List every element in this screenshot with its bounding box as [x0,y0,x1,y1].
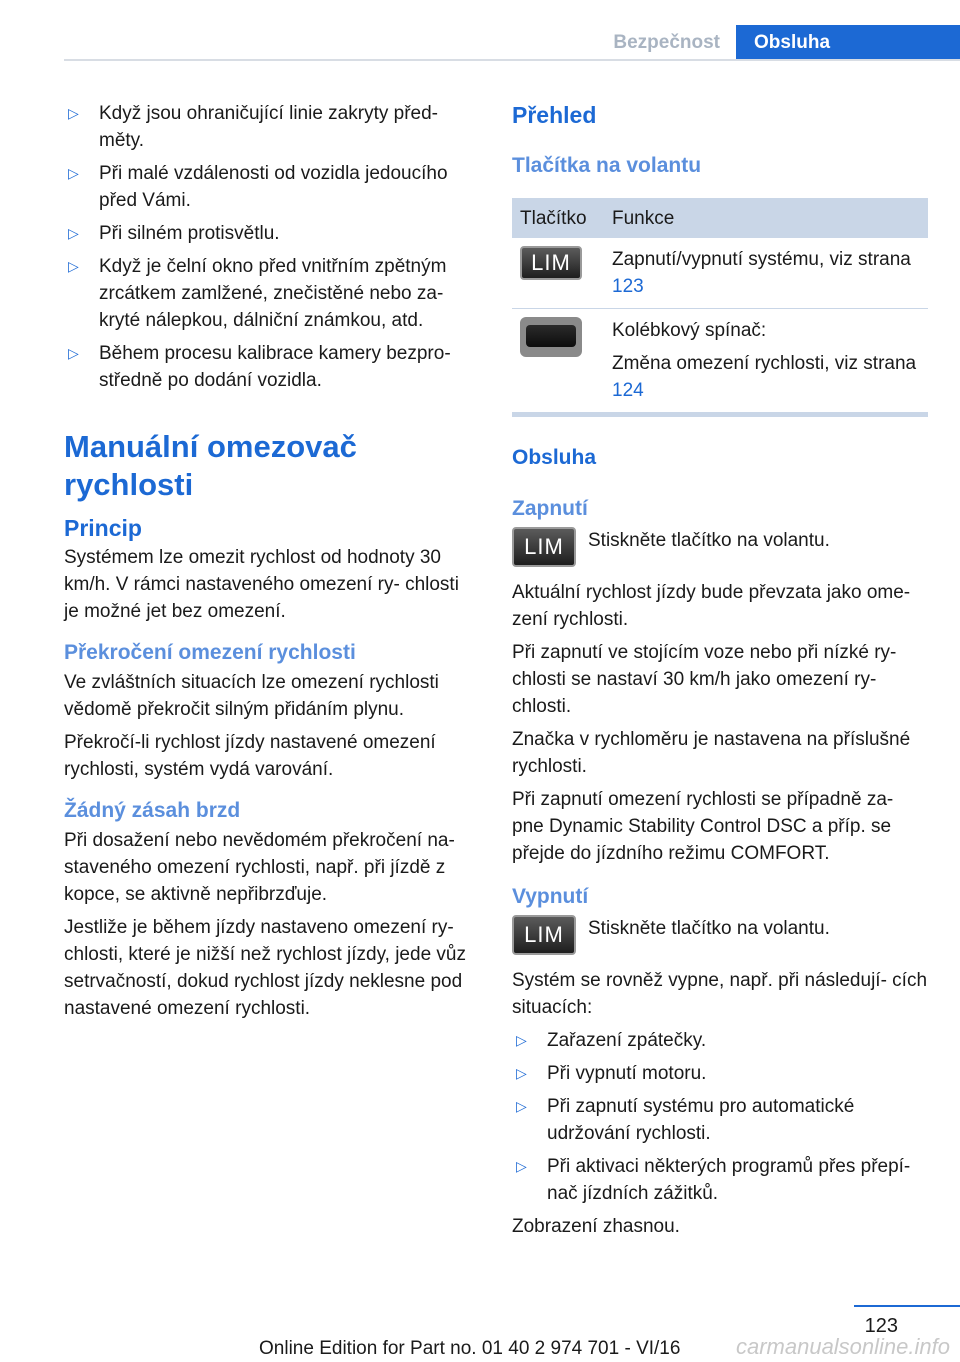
lim-button-icon: LIM [512,915,576,955]
exceed-paragraph-2: Překročí-li rychlost jízdy nastavené omezení rychlosti, systém vydá varování. [64,732,436,780]
no-brake-paragraph-2: Jestliže je během jízdy nastaveno omezení ry‐ chlosti, které je nižší než rychlost jízdy, jede vůz setrvačností, dokud rychlost jízdy neklesne pod nastavené omezení rychlosti. [64,917,466,1019]
switch-on-heading: Zapnutí [512,497,588,520]
list-item [64,160,478,214]
bullet-triangle-icon: ▷ [516,1065,527,1081]
bullet-triangle-icon: ▷ [68,105,79,121]
list-item-text: Při malé vzdálenosti od vozidla jedoucího před Vámi. [99,163,448,211]
table-end-rule [512,413,928,417]
list-item [512,1027,928,1054]
bullet-triangle-icon: ▷ [68,165,79,181]
tab-obsluha-label: Obsluha [754,32,831,53]
switch-off-instruction-row [512,915,928,955]
bullet-triangle-icon: ▷ [516,1032,527,1048]
table-cell-function [604,238,928,309]
switch-off-paragraph-2: Zobrazení zhasnou. [512,1216,680,1237]
page-header [64,25,960,61]
table-row [512,238,928,309]
bullet-triangle-icon: ▷ [68,258,79,274]
switch-on-instruction-row [512,527,928,567]
row2-text-2: Změna omezení rychlosti, viz strana [612,353,917,374]
switch-off-instruction: Stiskněte tlačítko na volantu. [588,918,830,939]
table-row [512,309,928,413]
no-brake-paragraph-1: Při dosažení nebo nevědomém překročení na‐ staveného omezení rychlosti, např. při jízdě z kopce, se aktivně nepřibrzďuje. [64,830,455,905]
list-item-text: Při aktivaci některých programů přes přepí‐ nač jízdních zážitků. [547,1156,911,1204]
overview-heading: Přehled [512,102,597,128]
no-brake-heading: Žádný zásah brzd [64,799,241,822]
footer-rule [854,1305,960,1307]
list-item-text: Když jsou ohraničující linie zakryty před‐ měty. [99,103,438,151]
switch-off-heading: Vypnutí [512,885,589,908]
row1-text: Zapnutí/vypnutí systému, viz strana [612,249,911,270]
list-item [512,1153,928,1207]
bullet-triangle-icon: ▷ [516,1098,527,1114]
switch-off-paragraph-1: Systém se rovněž vypne, např. při následují‐ cích situacích: [512,970,928,1018]
header-divider [64,59,960,61]
table-cell-button [512,309,604,413]
bullet-triangle-icon: ▷ [68,225,79,241]
list-item-text: Při zapnutí systému pro automatické udržování rychlosti. [547,1096,855,1144]
table-header-row [512,198,928,238]
bullet-triangle-icon: ▷ [516,1158,527,1174]
list-item-text: Když je čelní okno před vnitřním zpětným zrcátkem zamlžené, znečistěné nebo za‐ kryté nálepkou, dálniční známkou, atd. [99,256,447,331]
exceed-heading: Překročení omezení rychlosti [64,641,356,664]
left-column [64,100,478,1028]
column-header-function: Funkce [604,198,928,238]
switch-on-paragraph-2: Při zapnutí ve stojícím voze nebo při nízké ry‐ chlosti se nastaví 30 km/h jako omezení ry‐ chlosti. [512,642,897,717]
exceed-paragraph-1: Ve zvláštních situacích lze omezení rychlosti vědomě překročit silným přidáním plynu. [64,672,439,720]
switch-off-list [512,1027,928,1207]
tab-bezpecnost[interactable]: Bezpečnost [613,32,720,53]
list-item-text: Zařazení zpátečky. [547,1030,707,1051]
list-item [64,253,478,334]
rocker-switch-icon [520,317,582,357]
list-item [512,1093,928,1147]
bullet-triangle-icon: ▷ [68,345,79,361]
list-item [64,100,478,154]
switch-on-paragraph-4: Při zapnutí omezení rychlosti se případně za‐ pne Dynamic Stability Control DSC a příp. se přejde do jízdního režimu COMFORT. [512,789,894,864]
list-item-text: Během procesu kalibrace kamery bezpro‐ středně po dodání vozidla. [99,343,451,391]
principle-heading: Princip [64,515,142,541]
lim-button-icon: LIM [512,527,576,567]
list-item [512,1060,928,1087]
list-item-text: Při vypnutí motoru. [547,1063,707,1084]
row2-text-1: Kolébkový spínač: [612,320,767,341]
edition-line: Online Edition for Part no. 01 40 2 974 701 - VI/16 [259,1338,681,1359]
button-function-table [512,198,928,413]
tab-obsluha[interactable] [736,25,960,61]
switch-on-instruction: Stiskněte tlačítko na volantu. [588,530,830,551]
section-title: Manuální omezovač rychlosti [64,429,357,502]
switch-on-paragraph-3: Značka v rychloměru je nastavena na příslušné rychlosti. [512,729,911,777]
watermark: carmanualsonline.info [735,1334,950,1359]
wheel-buttons-heading: Tlačítka na volantu [512,154,702,177]
operation-heading: Obsluha [512,446,597,469]
page-link-124[interactable]: 124 [612,380,644,401]
column-header-button: Tlačítko [512,198,604,238]
table-cell-function [604,309,928,413]
right-column [512,100,928,1246]
table-cell-button [512,238,604,309]
principle-text: Systémem lze omezit rychlost od hodnoty 30 km/h. V rámci nastaveného omezení ry‐ chlosti je možné jet bez omezení. [64,547,459,622]
lim-button-icon: LIM [520,246,582,280]
list-item [64,220,478,247]
condition-list [64,100,478,394]
switch-on-paragraph-1: Aktuální rychlost jízdy bude převzata jako ome‐ zení rychlosti. [512,582,911,630]
list-item [64,340,478,394]
page-number: 123 [864,1315,898,1337]
list-item-text: Při silném protisvětlu. [99,223,280,244]
page-link-123[interactable]: 123 [612,276,644,297]
